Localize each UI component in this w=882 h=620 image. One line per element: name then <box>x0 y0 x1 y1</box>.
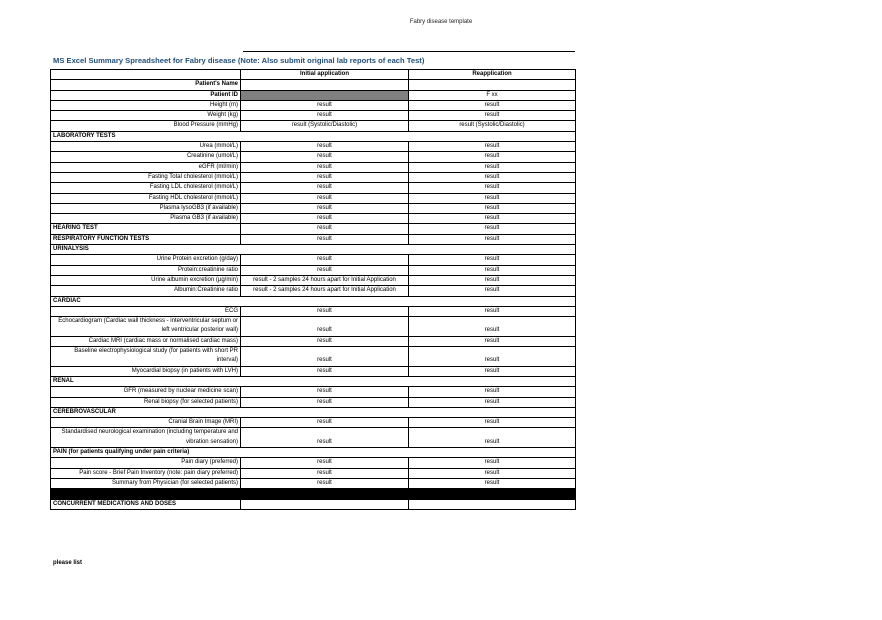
initial-value-cell[interactable]: result <box>241 152 409 162</box>
row-label: Cardiac MRI (cardiac mass or normalised cardiac mass) <box>51 336 241 346</box>
initial-value-cell[interactable]: result <box>241 162 409 172</box>
table-row <box>51 172 576 182</box>
row-label: Height (m) <box>51 100 241 110</box>
reapplication-value-cell[interactable]: result <box>409 478 576 488</box>
reapplication-value-cell[interactable]: result <box>409 306 576 316</box>
table-row <box>51 203 576 213</box>
reapplication-value-cell[interactable]: result <box>409 428 576 448</box>
reapplication-value-cell[interactable]: result <box>409 142 576 152</box>
reapplication-value-cell[interactable]: result <box>409 152 576 162</box>
row-label: HEARING TEST <box>51 224 241 234</box>
table-row <box>51 265 576 275</box>
reapplication-value-cell[interactable]: result <box>409 183 576 193</box>
table-row <box>51 162 576 172</box>
row-label: Urea (mmol/L) <box>51 142 241 152</box>
initial-value-cell[interactable]: result <box>241 458 409 468</box>
table-row <box>51 366 576 376</box>
table-row <box>51 306 576 316</box>
reapplication-value-cell[interactable]: result <box>409 275 576 285</box>
initial-value-cell[interactable]: result <box>241 478 409 488</box>
table-row <box>51 100 576 110</box>
reapplication-value-cell[interactable]: result <box>409 255 576 265</box>
page-header: Fabry disease template <box>409 19 473 25</box>
reapplication-value-cell[interactable]: result <box>409 336 576 346</box>
reapplication-value-cell[interactable]: F xx <box>409 90 576 100</box>
table-row <box>51 193 576 203</box>
table-row <box>51 458 576 468</box>
initial-value-cell[interactable]: result <box>241 142 409 152</box>
reapplication-value-cell[interactable]: result <box>409 265 576 275</box>
table-row <box>51 317 576 337</box>
reapplication-value-cell[interactable]: result <box>409 387 576 397</box>
reapplication-value-cell[interactable] <box>409 80 576 90</box>
please-list-note: please list <box>53 560 83 566</box>
table-row <box>51 286 576 296</box>
table-row <box>51 111 576 121</box>
black-separator-row <box>51 489 576 500</box>
row-label: Blood Pressure (mmHg) <box>51 121 241 131</box>
section-heading: LABORATORY TESTS <box>51 131 241 141</box>
concurrent-medications-label: CONCURRENT MEDICATIONS AND DOSES <box>51 500 241 510</box>
table-row <box>51 183 576 193</box>
initial-value-cell[interactable]: result <box>241 336 409 346</box>
initial-value-cell[interactable]: result <box>241 397 409 407</box>
table-row <box>51 224 576 234</box>
initial-value-cell[interactable] <box>241 80 409 90</box>
table-row <box>51 245 576 255</box>
reapplication-value-cell[interactable]: result <box>409 317 576 337</box>
reapplication-value-cell[interactable]: result <box>409 100 576 110</box>
row-label: Pain diary (preferred) <box>51 458 241 468</box>
column-header-row <box>51 70 576 80</box>
initial-value-cell[interactable]: result <box>241 306 409 316</box>
section-heading: RENAL <box>51 376 241 386</box>
table-row <box>51 418 576 428</box>
row-label: Summary from Physician (for selected patients) <box>51 478 241 488</box>
column-header-blank <box>51 70 241 80</box>
table-row <box>51 234 576 244</box>
table-row <box>51 152 576 162</box>
section-heading: PAIN (for patients qualifying under pain criteria) <box>51 447 241 457</box>
row-label: RESPIRATORY FUNCTION TESTS <box>51 234 241 244</box>
reapplication-value-cell[interactable]: result <box>409 468 576 478</box>
reapplication-value-cell[interactable]: result <box>409 397 576 407</box>
concurrent-medications-row <box>51 500 576 510</box>
table-row <box>51 131 576 141</box>
row-label: Urine albumin excretion (µg/min) <box>51 275 241 285</box>
initial-value-cell[interactable]: result <box>241 172 409 182</box>
sheet-title: MS Excel Summary Spreadsheet for Fabry disease (Note: Also submit original lab reports of each Test) <box>53 56 425 65</box>
row-label: Fasting LDL cholesterol (mmol/L) <box>51 183 241 193</box>
initial-value-cell[interactable]: result <box>241 214 409 224</box>
row-label: ECG <box>51 306 241 316</box>
reapplication-value-cell[interactable]: result <box>409 418 576 428</box>
row-label: Patient ID <box>51 90 241 100</box>
summary-table <box>50 69 576 510</box>
reapplication-value-cell[interactable]: result <box>409 193 576 203</box>
reapplication-value-cell[interactable]: result <box>409 172 576 182</box>
reapplication-value-cell[interactable]: result <box>409 234 576 244</box>
table-body <box>51 80 576 489</box>
table-row <box>51 428 576 448</box>
initial-value-cell[interactable]: result (Systolic/Diastolic) <box>241 121 409 131</box>
reapplication-value-cell[interactable]: result <box>409 286 576 296</box>
row-label: Protein:creatinine ratio <box>51 265 241 275</box>
reapplication-value-cell[interactable]: result <box>409 458 576 468</box>
reapplication-value-cell[interactable]: result <box>409 203 576 213</box>
initial-value-cell[interactable]: result <box>241 111 409 121</box>
initial-value-cell[interactable]: result <box>241 418 409 428</box>
row-label: Plasma lysoGB3 (if available) <box>51 203 241 213</box>
row-label: GFR (measured by nuclear medicine scan) <box>51 387 241 397</box>
initial-value-cell[interactable]: result - 2 samples 24 hours apart for Initial Application <box>241 286 409 296</box>
initial-value-cell[interactable]: result <box>241 234 409 244</box>
table-row <box>51 336 576 346</box>
initial-value-cell[interactable]: result <box>241 468 409 478</box>
column-header-initial: Initial application <box>241 70 409 80</box>
initial-value-cell[interactable]: result <box>241 183 409 193</box>
initial-value-cell[interactable]: result <box>241 265 409 275</box>
row-label: Cranial Brain Image (MRI) <box>51 418 241 428</box>
initial-value-cell[interactable]: result - 2 samples 24 hours apart for Initial Application <box>241 275 409 285</box>
initial-value-cell[interactable] <box>241 90 409 100</box>
table-row <box>51 90 576 100</box>
table-row <box>51 397 576 407</box>
table-row <box>51 376 576 386</box>
row-label: Echocardiogram (Cardiac wall thickness - interventricular septum or left ventricular posterior wall) <box>51 317 241 337</box>
top-rule <box>243 51 575 52</box>
initial-value-cell[interactable]: result <box>241 100 409 110</box>
row-label: Renal biopsy (for selected patients) <box>51 397 241 407</box>
initial-value-cell[interactable]: result <box>241 366 409 376</box>
initial-value-cell[interactable]: result <box>241 428 409 448</box>
column-header-reapplication: Reapplication <box>409 70 576 80</box>
initial-value-cell[interactable]: result <box>241 203 409 213</box>
row-label: Fasting Total cholesterol (mmol/L) <box>51 172 241 182</box>
table-row <box>51 447 576 457</box>
reapplication-value-cell[interactable]: result <box>409 214 576 224</box>
row-label: Plasma GB3 (if available) <box>51 214 241 224</box>
row-label: Albumin:Creatinine ratio <box>51 286 241 296</box>
reapplication-value-cell[interactable]: result <box>409 111 576 121</box>
table-row <box>51 478 576 488</box>
section-heading: CEREBROVASCULAR <box>51 407 241 417</box>
reapplication-value-cell[interactable]: result <box>409 366 576 376</box>
row-label: Urine Protein excretion (g/day) <box>51 255 241 265</box>
initial-value-cell[interactable]: result <box>241 387 409 397</box>
table-row <box>51 142 576 152</box>
initial-value-cell[interactable]: result <box>241 255 409 265</box>
row-label: Creatinine (umol/L) <box>51 152 241 162</box>
row-label: Fasting HDL cholesterol (mmol/L) <box>51 193 241 203</box>
initial-value-cell[interactable]: result <box>241 224 409 234</box>
table-row <box>51 347 576 367</box>
row-label: Pain score - Brief Pain Inventory (note: pain diary preferred) <box>51 468 241 478</box>
table-row <box>51 214 576 224</box>
reapplication-value-cell[interactable]: result <box>409 162 576 172</box>
initial-value-cell[interactable]: result <box>241 193 409 203</box>
row-label: Standardised neurological examination (including temperature and vibration sensation) <box>51 428 241 448</box>
table-row <box>51 121 576 131</box>
row-label: Patient's Name <box>51 80 241 90</box>
table-row <box>51 407 576 417</box>
section-heading: CARDIAC <box>51 296 241 306</box>
table-row <box>51 296 576 306</box>
table-row <box>51 275 576 285</box>
row-label: Weight (kg) <box>51 111 241 121</box>
section-heading: URINALYSIS <box>51 245 241 255</box>
row-label: Baseline electrophysiological study (for patients with short PR interval) <box>51 347 241 367</box>
reapplication-value-cell[interactable]: result <box>409 347 576 367</box>
reapplication-value-cell[interactable]: result (Systolic/Diastolic) <box>409 121 576 131</box>
initial-value-cell[interactable]: result <box>241 317 409 337</box>
table-row <box>51 387 576 397</box>
row-label: eGFR (ml/min) <box>51 162 241 172</box>
table-row <box>51 80 576 90</box>
row-label: Myocardial biopsy (in patients with LVH) <box>51 366 241 376</box>
table-row <box>51 255 576 265</box>
table-row <box>51 468 576 478</box>
initial-value-cell[interactable]: result <box>241 347 409 367</box>
reapplication-value-cell[interactable]: result <box>409 224 576 234</box>
